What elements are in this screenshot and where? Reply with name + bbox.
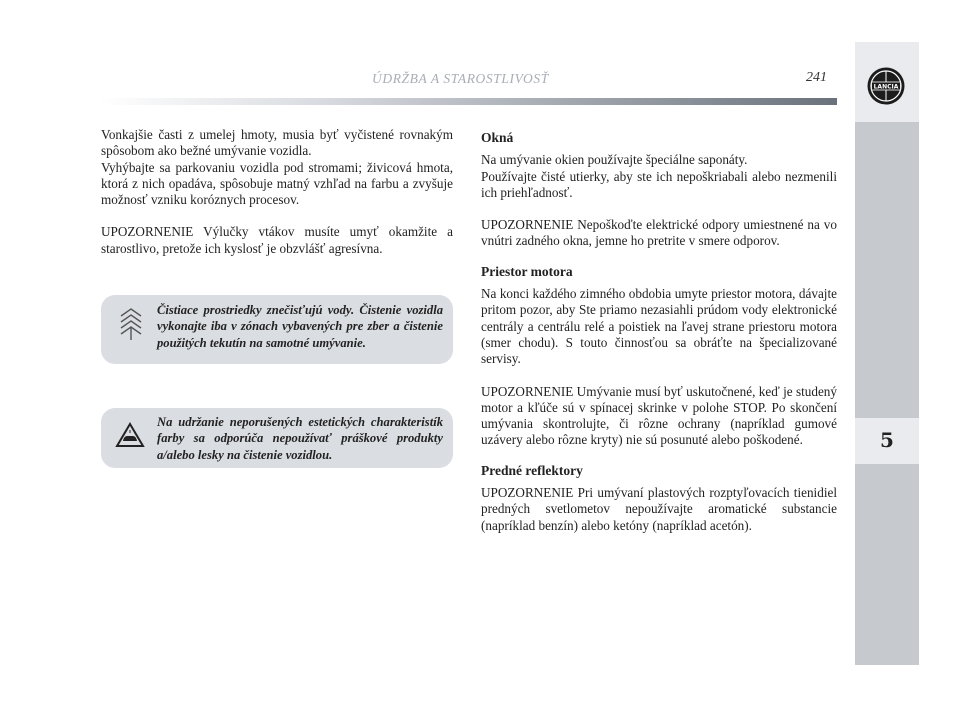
note-box-paint-care	[101, 408, 453, 468]
paragraph: Vonkajšie časti z umelej hmoty, musia byť vyčistené rovnakým spôsobom ako bežné umývanie vozidla.	[101, 127, 453, 159]
page-number: 241	[806, 70, 827, 85]
section-heading-windows: Okná	[481, 130, 514, 145]
svg-text:LANCIA: LANCIA	[873, 83, 899, 91]
note-text: Na udržanie neporušených estetických charakteristík farby sa odporúča nepoužívať práškové produkty a/alebo lesky na čistenie vozidlou.	[157, 415, 443, 462]
paragraph: Používajte čisté utierky, aby ste ich nepoškriabali alebo nezmenili ich priehľadnosť.	[481, 168, 837, 200]
paragraph: Na konci každého zimného obdobia umyte priestor motora, dávajte pritom pozor, aby Ste priamo nezasiahli prúdom vody elektronické centrály a centrálu relé a poistiek na ľavej strane priestoru motora (smer chodu). S touto činnosťou sa obráťte na špecializované servisy.	[481, 286, 837, 367]
section-heading-engine: Priestor motora	[481, 263, 573, 279]
section-heading-headlights: Predné reflektory	[481, 462, 583, 478]
warning-paragraph: UPOZORNENIE Pri umývaní plastových rozptyľovacích tienidiel predných svetlometov nepoužívajte aromatické substancie (napríklad benzín) alebo ketóny (napríklad acetón).	[481, 485, 837, 533]
header-rule	[100, 98, 837, 105]
note-box-environment	[101, 295, 453, 364]
left-column	[101, 127, 453, 257]
warning-paragraph: UPOZORNENIE Nepoškoďte elektrické odpory umiestnené na vo vnútri zadného okna, jemne ho pretrite v smere odporov.	[481, 217, 837, 249]
tree-icon	[118, 306, 144, 342]
right-column	[481, 130, 837, 534]
warning-paragraph: UPOZORNENIE Umývanie musí byť uskutočnené, keď je studený motor a kľúče sú v spínacej skrinke v polohe STOP. Po skončení umývania skontrolujte, či rôzne ochrany (napríklad gumové uzávery alebo rôzne kryty) nie sú posunuté alebo poškodené.	[481, 383, 837, 448]
paragraph: Na umývanie okien používajte špeciálne saponáty.	[481, 152, 748, 168]
chapter-sidebar	[855, 42, 919, 665]
car-wash-warning-icon	[115, 422, 145, 448]
paragraph: Vyhýbajte sa parkovaniu vozidla pod stromami; živicová hmota, ktorá z nich opadáva, spôsobuje matný vzhľad na farbu a zvyšuje možnosť vzniku koróznych procesov.	[101, 159, 453, 208]
chapter-title: ÚDRŽBA A STAROSTLIVOSŤ	[372, 71, 549, 86]
note-text: Čistiace prostriedky znečisťujú vody. Čistenie vozidla vykonajte iba v zónach vybavených pre zber a čistenie použitých tekutín na samotné umývanie.	[157, 303, 443, 350]
lancia-logo-icon	[866, 66, 906, 106]
warning-paragraph: UPOZORNENIE Výlučky vtákov musíte umyť okamžite a starostlivo, pretože ich kyslosť je obzvlášť agresívna.	[101, 224, 453, 256]
chapter-number: 5	[880, 428, 894, 452]
